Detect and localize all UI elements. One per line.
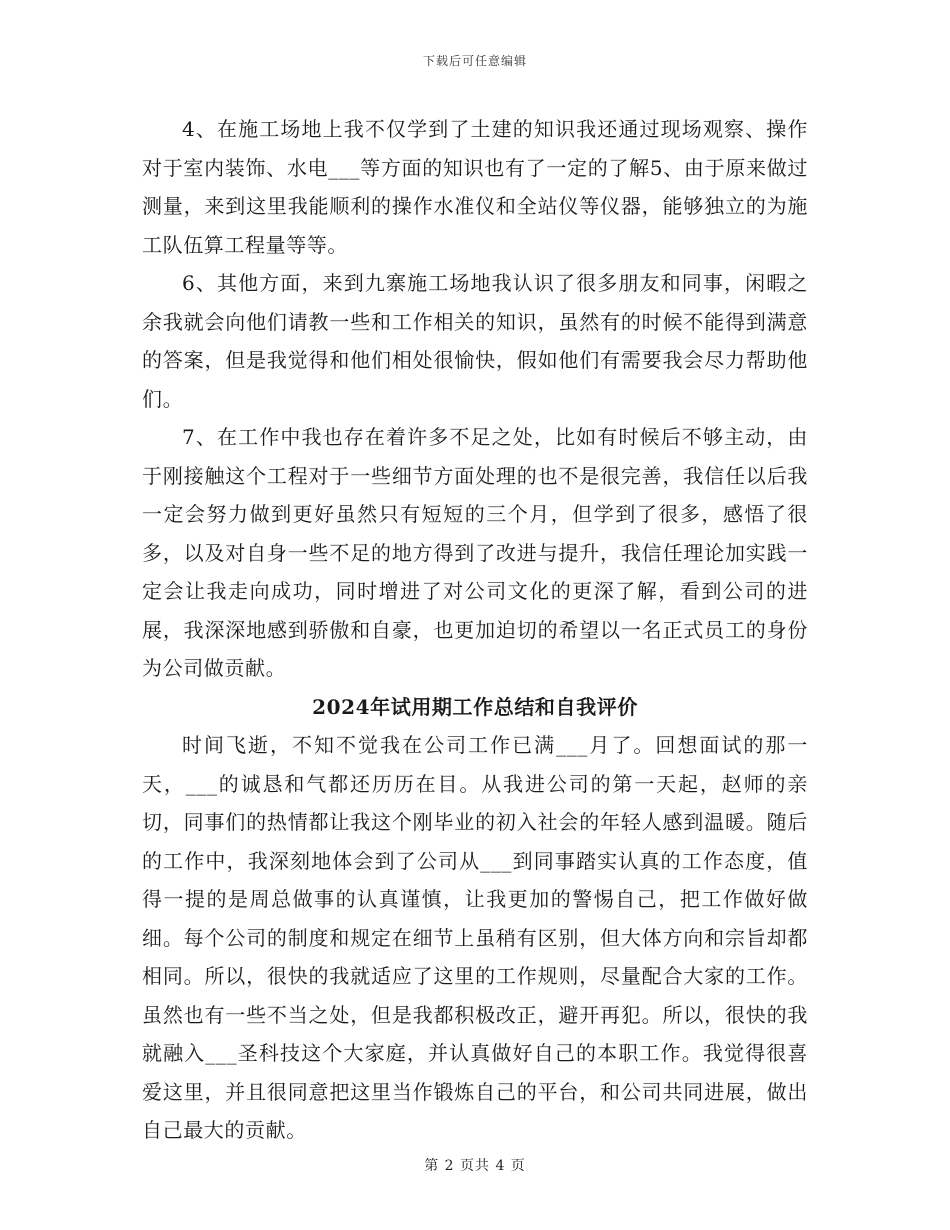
document-body: [142, 110, 808, 1150]
section-paragraph: 时间飞逝，不知不觉我在公司工作已满___月了。回想面试的那一天，___的诚恳和气都还历历在目。从我进公司的第一天起，赵师的亲切，同事们的热情都让我这个刚毕业的初入社会的年轻人感到温暖。随后的工作中，我深刻地体会到了公司从___到同事踏实认真的工作态度，值得一提的是周总做事的认真谨慎，让我更加的警惕自己，把工作做好做细。每个公司的制度和规定在细节上虽稍有区别，但大体方向和宗旨却都相同。所以，很快的我就适应了这里的工作规则，尽量配合大家的工作。虽然也有一些不当之处，但是我都积极改正，避开再犯。所以，很快的我就融入___圣科技这个大家庭，并认真做好自己的本职工作。我觉得很喜爱这里，并且很同意把这里当作锻炼自己的平台，和公司共同进展，做出自己最大的贡献。: [142, 733, 808, 1142]
paragraph-4: 4、在施工场地上我不仅学到了土建的知识我还通过现场观察、操作对于室内装饰、水电___等方面的知识也有了一定的了解5、由于原来做过测量，来到这里我能顺利的操作水准仪和全站仪等仪器，能够独立的为施工队伍算工程量等等。: [142, 117, 808, 257]
section-title: 2024年试用期工作总结和自我评价: [312, 694, 638, 719]
paragraph-6: 6、其他方面，来到九寨施工场地我认识了很多朋友和同事，闲暇之余我就会向他们请教一些和工作相关的知识，虽然有的时候不能得到满意的答案，但是我觉得和他们相处很愉快，假如他们有需要我会尽力帮助他们。: [142, 271, 808, 411]
page-footer: 第 2 页共 4 页: [424, 1158, 526, 1174]
paragraph-7: 7、在工作中我也存在着许多不足之处，比如有时候后不够主动，由于刚接触这个工程对于一些细节方面处理的也不是很完善，我信任以后我一定会努力做到更好虽然只有短短的三个月，但学到了很多，感悟了很多，以及对自身一些不足的地方得到了改进与提升，我信任理论加实践一定会让我走向成功，同时增进了对公司文化的更深了解，看到公司的进展，我深深地感到骄傲和自豪，也更加迫切的希望以一名正式员工的身份为公司做贡献。: [142, 425, 808, 680]
page-header: 下载后可任意编辑: [422, 54, 527, 68]
